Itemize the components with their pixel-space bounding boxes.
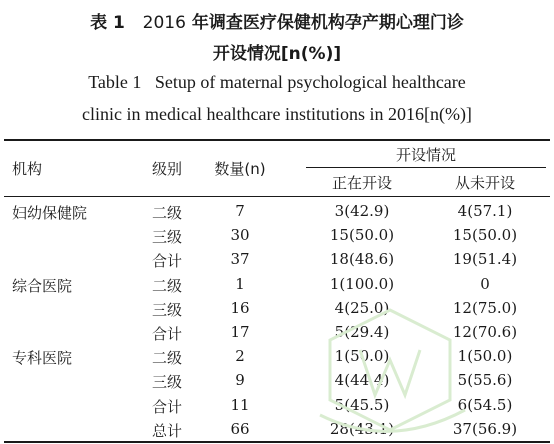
row-never: 12(70.6) [452,323,518,341]
row-count: 16 [230,299,250,317]
row-open: 1(100.0) [329,275,395,293]
table-header-rule [4,196,550,197]
row-level: 合计 [152,398,183,416]
row-never: 15(50.0) [452,226,518,244]
row-count: 66 [230,420,250,438]
row-institution: 妇幼保健院 [12,204,88,222]
table-title-cn-line1 [0,8,554,33]
row-never: 6(54.5) [457,396,513,414]
table-title-en-line1: Table 1 Setup of maternal psychological healthcare [88,72,466,92]
row-count: 1 [235,275,245,293]
row-open: 3(42.9) [334,202,390,220]
row-never: 37(56.9) [452,420,518,438]
row-never: 12(75.0) [452,299,518,317]
row-open: 4(25.0) [334,299,390,317]
row-count: 30 [230,226,250,244]
table-number-label: 表 1 [90,13,125,33]
row-open: 1(50.0) [334,347,390,365]
row-level: 三级 [152,373,183,391]
row-never: 5(55.6) [457,371,513,389]
row-never: 4(57.1) [457,202,513,220]
row-count: 7 [235,202,245,220]
row-open: 18(48.6) [329,250,395,268]
row-level: 三级 [152,228,183,246]
row-institution: 综合医院 [12,277,73,295]
header-count: 数量(n) [214,160,266,178]
row-open: 5(29.4) [334,323,390,341]
row-level: 总计 [152,422,183,440]
row-level: 三级 [152,301,183,319]
row-open: 4(44.4) [334,371,390,389]
row-count: 11 [230,396,250,414]
header-open: 正在开设 [331,174,392,192]
table-title-year: 2016 [142,13,186,33]
row-level: 二级 [152,277,183,295]
row-institution: 专科医院 [12,349,73,367]
row-open: 15(50.0) [329,226,395,244]
row-count: 9 [235,371,245,389]
table-top-rule [4,139,550,141]
row-level: 二级 [152,349,183,367]
header-setup-group: 开设情况 [395,146,456,164]
table-title-text: 年调查医疗保健机构孕产期心理门诊 [191,13,464,33]
row-never: 19(51.4) [452,250,518,268]
row-never: 1(50.0) [457,347,513,365]
row-level: 合计 [152,252,183,270]
row-level: 合计 [152,325,183,343]
row-never: 0 [480,275,490,293]
table-title-en-line2: clinic in medical healthcare institutions in 2016[n(%)] [82,104,472,124]
table-bottom-rule [4,441,550,443]
header-institution: 机构 [12,160,43,178]
row-open: 5(45.5) [334,396,390,414]
table-title-cn-line2: 开设情况[n(%)] [212,44,342,64]
watermark-logo [300,300,480,440]
table-group-rule [306,167,546,168]
row-level: 二级 [152,204,183,222]
row-count: 17 [230,323,250,341]
row-count: 37 [230,250,250,268]
row-open: 28(43.1) [329,420,395,438]
header-level: 级别 [152,160,183,178]
header-never: 从未开设 [454,174,515,192]
row-count: 2 [235,347,245,365]
